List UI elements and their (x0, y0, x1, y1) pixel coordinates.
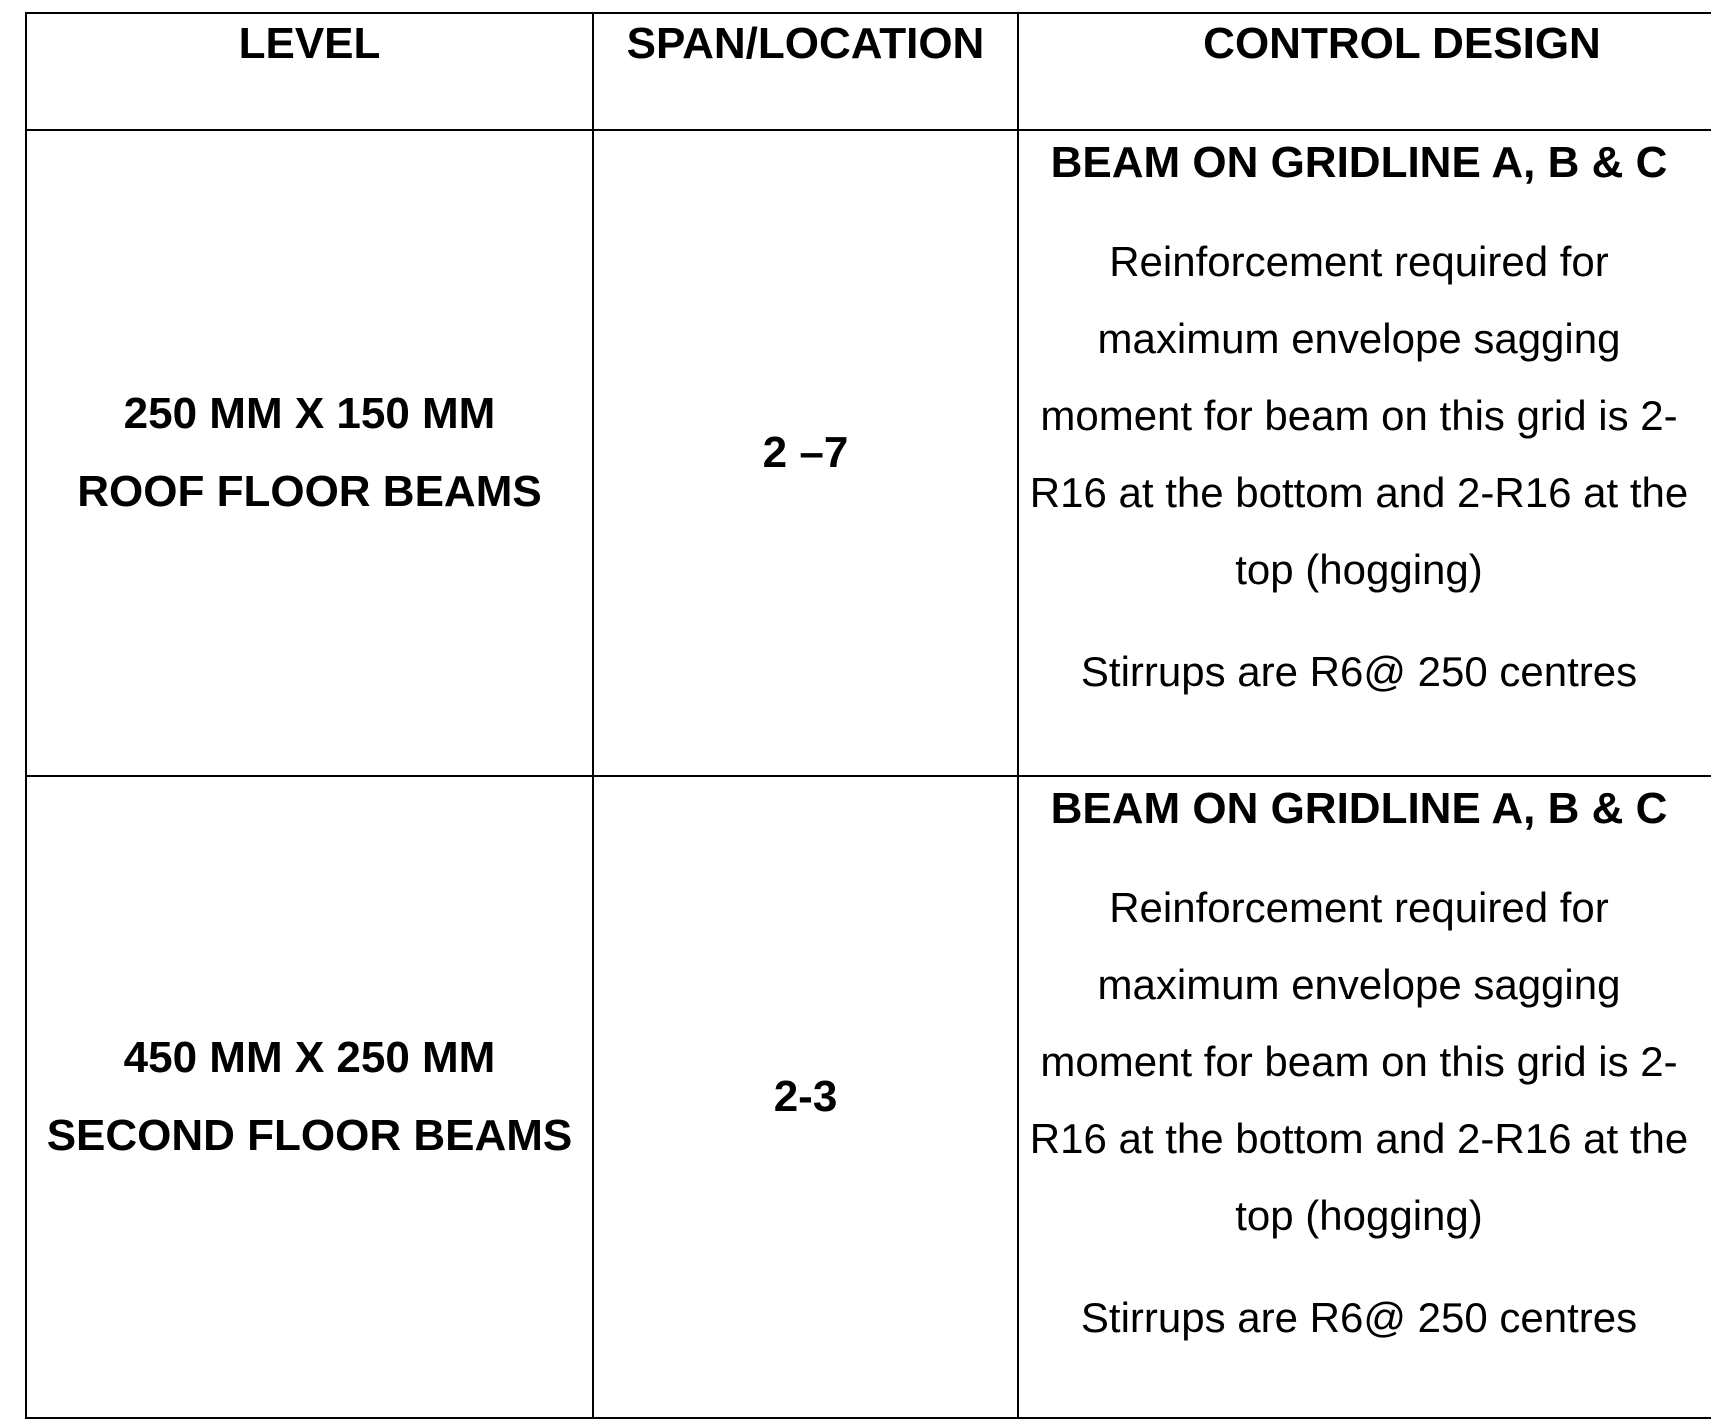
span-value: 2-3 (773, 1072, 838, 1121)
level-name: SECOND FLOOR BEAMS (46, 1111, 573, 1160)
table-row (26, 130, 1711, 776)
beam-title: BEAM ON GRIDLINE A, B & C (1050, 138, 1668, 187)
design-cell (1018, 130, 1711, 776)
stirrups-text: Stirrups are R6@ 250 centres (1080, 1294, 1638, 1341)
level-cell (26, 776, 593, 1418)
span-cell (593, 776, 1018, 1418)
level-size: 250 MM X 150 MM (123, 389, 496, 438)
level-cell (26, 130, 593, 776)
beam-design-table (25, 12, 1711, 1419)
span-cell (593, 130, 1018, 776)
stirrups-text: Stirrups are R6@ 250 centres (1080, 648, 1638, 695)
design-cell (1018, 776, 1711, 1418)
span-value: 2 –7 (762, 428, 849, 477)
reinforcement-text: Reinforcement required for maximum envelope sagging moment for beam on this grid is 2-R16 at the bottom and 2-R16 at the top (hogging) (1029, 884, 1689, 1239)
level-name: ROOF FLOOR BEAMS (77, 467, 542, 516)
reinforcement-text: Reinforcement required for maximum envelope sagging moment for beam on this grid is 2-R16 at the bottom and 2-R16 at the top (hogging) (1029, 238, 1689, 593)
table-row (26, 776, 1711, 1418)
level-size: 450 MM X 250 MM (123, 1033, 496, 1082)
beam-title: BEAM ON GRIDLINE A, B & C (1050, 784, 1668, 833)
table-container (25, 12, 1711, 1419)
header-level: LEVEL (26, 13, 593, 130)
header-row (26, 13, 1711, 130)
header-span: SPAN/LOCATION (593, 13, 1018, 130)
header-design: CONTROL DESIGN (1018, 13, 1711, 130)
